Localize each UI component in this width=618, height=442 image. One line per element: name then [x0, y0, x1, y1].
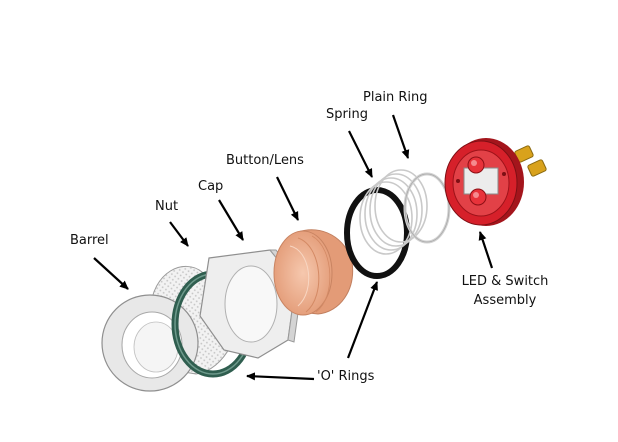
label-button-lens: Button/Lens: [226, 153, 304, 168]
arrow-spring: [349, 131, 372, 177]
label-o-rings: 'O' Rings: [317, 369, 375, 384]
label-nut: Nut: [155, 199, 179, 214]
label-led-switch-line1: LED & Switch: [461, 274, 549, 289]
arrow-o-ring-front: [247, 376, 314, 379]
label-spring: Spring: [326, 107, 368, 122]
arrow-button-lens: [277, 177, 298, 220]
label-plain-ring: Plain Ring: [363, 90, 428, 105]
spring-part: [360, 170, 427, 254]
label-barrel: Barrel: [70, 233, 109, 248]
arrow-o-ring-rear: [348, 282, 377, 358]
arrow-plain-ring: [393, 115, 408, 158]
label-led-switch-line2: Assembly: [473, 293, 537, 308]
led-switch-assembly-part: [445, 138, 547, 226]
arrow-nut: [170, 222, 188, 246]
arrow-led-switch: [480, 232, 492, 268]
label-cap: Cap: [198, 179, 224, 194]
arrow-cap: [219, 200, 243, 240]
arrow-barrel: [94, 258, 128, 289]
o-ring-rear: [347, 190, 407, 276]
button-lens-part: [274, 230, 353, 315]
